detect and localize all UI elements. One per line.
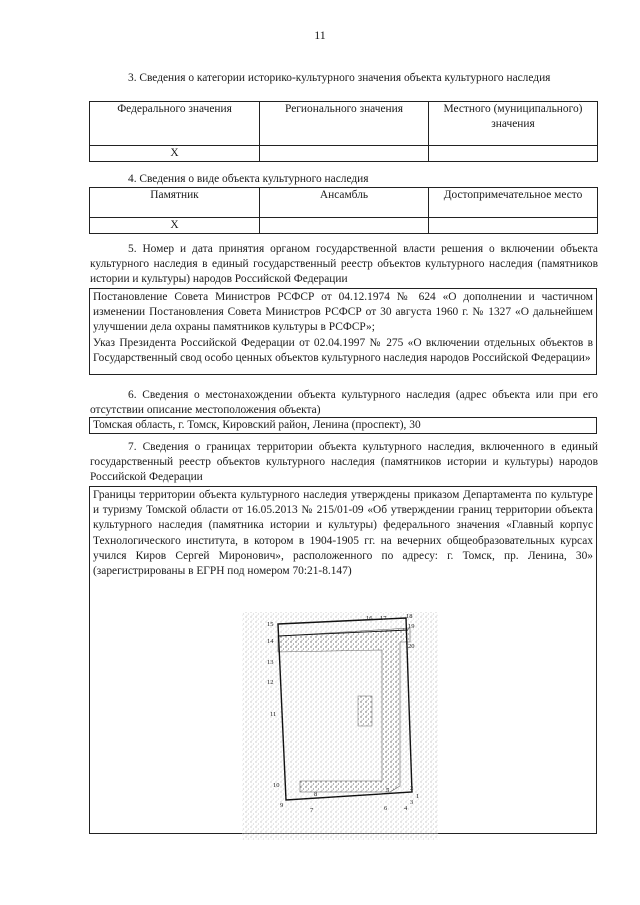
point-11: 11 [270,711,277,718]
point-20: 20 [408,643,415,650]
address-box [89,417,597,434]
col-federal: Федерального значения [90,102,260,146]
cell-federal: Х [90,146,260,162]
page-number: 11 [314,28,326,42]
decree-1974: Постановление Совета Министров РСФСР от 04.12.1974 № 624 «О дополнении и частичном изменении Постановления Совета Министров РСФСР от 30 августа 1960 г. № 1327 «О дальнейшем улучшении дела охраны памятников культуры в РСФСР»; [93,291,593,334]
decree-1997: Указ Президента Российской Федерации от 02.04.1997 № 275 «О включении отдельных объектов в Государственный свод особо ценных объектов культурного наследия народов Российской Федерации» [93,336,593,364]
col-monument: Памятник [90,188,260,218]
point-10: 10 [273,782,280,789]
point-4: 4 [404,805,408,812]
point-8: 8 [314,791,318,798]
decision-box [89,288,597,375]
section6-heading: 6. Сведения о местонахождении объекта культурного наследия (адрес объекта или при его отсутствии описание местоположения объекта) [90,389,598,416]
point-1: 1 [416,793,420,800]
cell-local [429,146,598,162]
type-table [89,187,598,234]
boundaries-text: Границы территории объекта культурного наследия утверждены приказом Департамента по культуре и туризму Томской области от 16.05.2013 № 215/01-09 «Об утверждении границ территории объекта культурного наследия (памятника истории и культуры) федерального значения «Главный корпус Технологического института, в котором в 1904-1905 гг. на вечерних общеобразовательных курсах учился Киров Сергей Миронович», расположенного по адресу: г. Томск, пр. Ленина, 30» (зарегистрированы в ЕГРН под номером 70:21-8.147) [93,489,593,578]
section4-heading: 4. Сведения о виде объекта культурного наследия [128,173,369,185]
col-landmark: Достопримечательное место [429,188,598,218]
point-3: 3 [410,799,414,806]
point-18: 18 [406,613,413,620]
cell-regional [260,146,429,162]
address-text: Томская область, г. Томск, Кировский район, Ленина (проспект), 30 [93,419,421,431]
category-table [89,101,598,162]
cell-landmark [429,218,598,234]
point-14: 14 [267,638,274,645]
point-6: 6 [384,805,388,812]
point-15: 15 [267,621,274,628]
point-5: 5 [386,787,390,794]
point-16: 16 [366,615,373,622]
site-plan [240,606,440,846]
cell-monument: Х [90,218,260,234]
point-19: 19 [408,623,415,630]
section3-heading: 3. Сведения о категории историко-культурного значения объекта культурного наследия [128,72,551,84]
col-local: Местного (муниципального) значения [429,102,598,146]
cell-ensemble [260,218,429,234]
point-7: 7 [310,807,314,814]
col-regional: Регионального значения [260,102,429,146]
point-2: 2 [410,785,414,792]
building-wing [358,696,372,726]
point-12: 12 [267,679,274,686]
point-13: 13 [267,659,274,666]
point-17: 17 [380,615,387,622]
section7-heading: 7. Сведения о границах территории объекта культурного наследия, включенного в единый государственный реестр объектов культурного наследия (памятников истории и культуры) народов Российской Федерации [90,441,598,483]
point-9: 9 [280,802,284,809]
col-ensemble: Ансамбль [260,188,429,218]
section5-heading: 5. Номер и дата принятия органом государственной власти решения о включении объекта культурного наследия в единый государственный реестр объектов культурного наследия (памятников истории и культуры) народов Российской Федерации [90,243,598,285]
